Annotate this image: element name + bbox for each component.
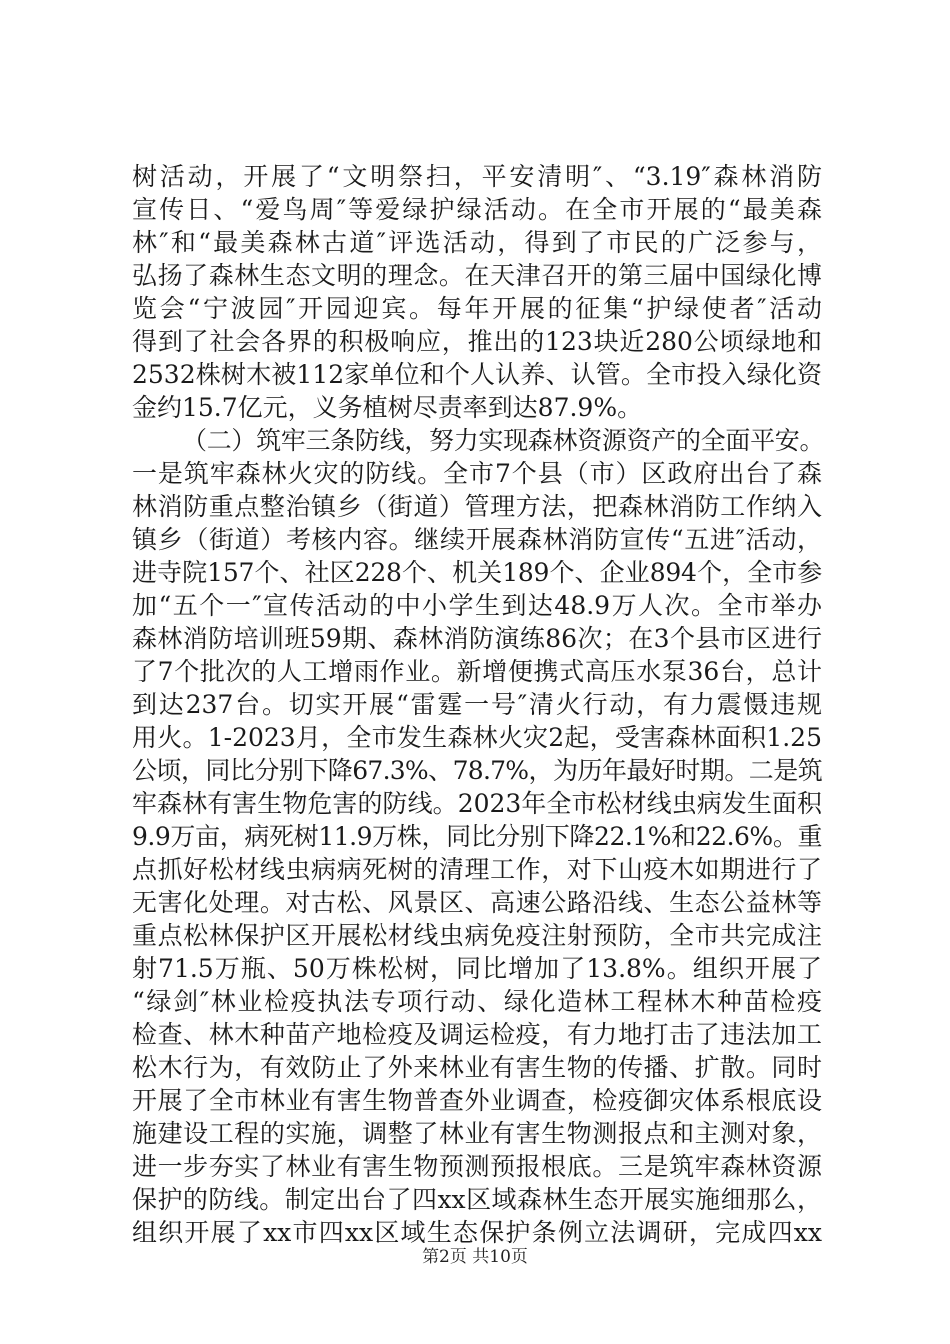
body-text xyxy=(132,160,822,1249)
text-line: 松木行为，有效防止了外来林业有害生物的传播、扩散。同时 xyxy=(132,1053,822,1082)
text-line: 金约15.7亿元，义务植树尽责率到达87.9%。 xyxy=(132,393,643,422)
page-number-footer: 第2页 共10页 xyxy=(422,1247,528,1267)
text-line: 得到了社会各界的积极响应，推出的123块近280公顷绿地和 xyxy=(132,327,822,356)
text-line: 进寺院157个、社区228个、机关189个、企业894个，全市参 xyxy=(132,558,822,587)
text-line: 重点松林保护区开展松材线虫病免疫注射预防，全市共完成注 xyxy=(132,921,822,950)
text-line: “绿剑″林业检疫执法专项行动、绿化造林工程林木种苗检疫 xyxy=(132,987,822,1016)
text-line: 用火。1-2023月，全市发生森林火灾2起，受害森林面积1.25 xyxy=(132,723,822,752)
text-line: 弘扬了森林生态文明的理念。在天津召开的第三届中国绿化博 xyxy=(132,261,822,290)
text-line: 2532株树木被112家单位和个人认养、认管。全市投入绿化资 xyxy=(132,360,822,389)
text-line: 公顷，同比分别下降67.3%、78.7%，为历年最好时期。二是筑 xyxy=(132,756,822,785)
text-line: 射71.5万瓶、50万株松树，同比增加了13.8%。组织开展了 xyxy=(132,954,822,983)
text-line: 林消防重点整治镇乡（街道）管理方法，把森林消防工作纳入 xyxy=(132,492,822,521)
text-line: 9.9万亩，病死树11.9万株，同比分别下降22.1%和22.6%。重 xyxy=(132,822,822,851)
text-line: 镇乡（街道）考核内容。继续开展森林消防宣传“五进″活动， xyxy=(132,525,822,554)
text-line: 施建设工程的实施，调整了林业有害生物测报点和主测对象， xyxy=(132,1119,822,1148)
text-line: 了7个批次的人工增雨作业。新增便携式高压水泵36台，总计 xyxy=(132,657,822,686)
text-line: 检查、林木种苗产地检疫及调运检疫，有力地打击了违法加工 xyxy=(132,1020,822,1049)
text-line: 点抓好松材线虫病病死树的清理工作，对下山疫木如期进行了 xyxy=(132,855,822,884)
text-line: 牢森林有害生物危害的防线。2023年全市松材线虫病发生面积 xyxy=(132,789,822,818)
text-line: 组织开展了xx市四xx区域生态保护条例立法调研，完成四xx xyxy=(132,1218,822,1247)
text-line: 加“五个一″宣传活动的中小学生到达48.9万人次。全市举办 xyxy=(132,591,822,620)
text-line: 开展了全市林业有害生物普查外业调查，检疫御灾体系根底设 xyxy=(132,1086,822,1115)
text-line: 林″和“最美森林古道″评选活动，得到了市民的广泛参与， xyxy=(132,228,822,257)
text-line: 树活动，开展了“文明祭扫，平安清明″、“3.19″森林消防 xyxy=(132,162,822,191)
text-line: 保护的防线。制定出台了四xx区域森林生态开展实施细那么， xyxy=(132,1185,822,1214)
text-line: 到达237台。切实开展“雷霆一号″清火行动，有力震慑违规 xyxy=(132,690,822,719)
text-line: 览会“宁波园″开园迎宾。每年开展的征集“护绿使者″活动 xyxy=(132,294,822,323)
text-line: 无害化处理。对古松、风景区、高速公路沿线、生态公益林等 xyxy=(132,888,822,917)
text-line: 森林消防培训班59期、森林消防演练86次；在3个县市区进行 xyxy=(132,624,822,653)
text-line: 一是筑牢森林火灾的防线。全市7个县（市）区政府出台了森 xyxy=(132,459,822,488)
text-line: 宣传日、“爱鸟周″等爱绿护绿活动。在全市开展的“最美森 xyxy=(132,195,822,224)
text-line: 进一步夯实了林业有害生物预测预报根底。三是筑牢森林资源 xyxy=(132,1152,822,1181)
section-heading-line: （二）筑牢三条防线，努力实现森林资源资产的全面平安。 xyxy=(182,426,822,455)
